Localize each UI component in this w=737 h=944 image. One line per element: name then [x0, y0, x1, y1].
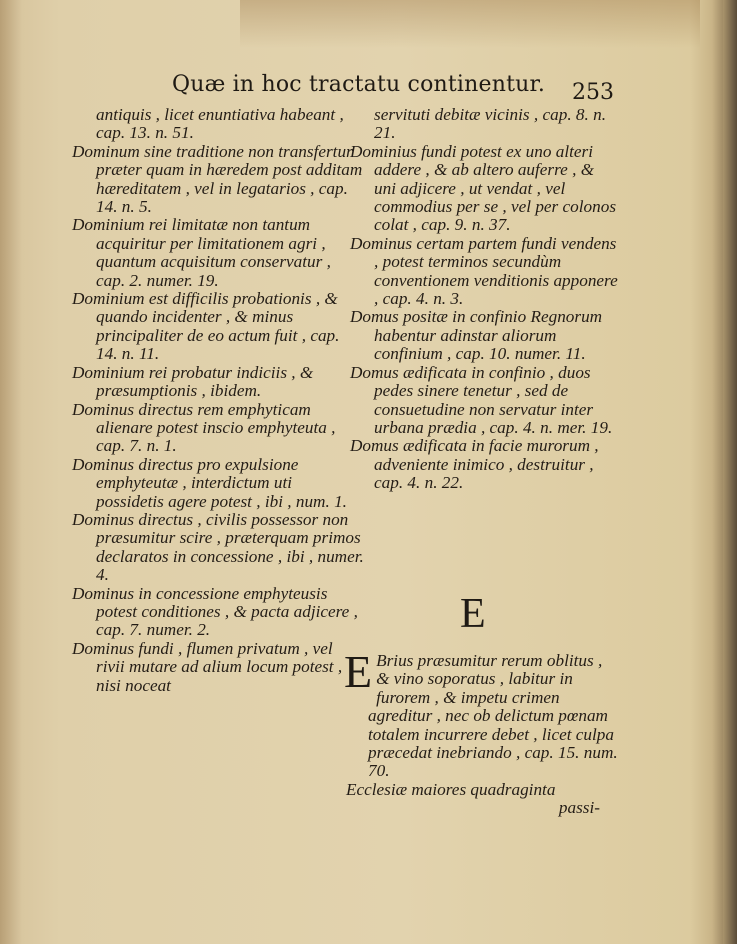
drop-cap: E [344, 646, 373, 697]
index-entry: Domus positæ in confinio Regnorum habentur adinstar aliorum confinium , cap. 10. numer. 11. [350, 307, 603, 364]
page-edge [723, 0, 737, 944]
index-entry: Dominus directus pro expulsione emphyteutæ , interdictum uti possidetis agere potest , ibi , num. 1. [72, 454, 347, 511]
catchword: passi- [558, 798, 600, 818]
index-entry: Dominum sine traditione non transfertur præter quam in hæredem post additam hæreditatem , vel in legatarios , cap. 14. n. 5. [72, 141, 363, 217]
index-entry: Brius præsumitur rerum oblitus , & vino soporatus , labitur in furorem , & impetu crimen agreditur , nec ob delictum pœnam totalem incurrere debet , licet culpa præcedat inebriando , cap. 15. num. 70. [368, 651, 618, 781]
index-entry: Dominus certam partem fundi vendens , potest terminos secundùm conventionem venditionis apponere , cap. 4. n. 3. [350, 233, 618, 309]
index-entry: Domus ædificata in facie murorum , adveniente inimico , destruitur , cap. 4. n. 22. [350, 436, 599, 493]
index-entry: antiquis , licet enuntiativa habeant , cap. 13. n. 51. [96, 105, 344, 143]
index-entry: Dominus fundi , flumen privatum , vel rivii mutare ad alium locum potest , nisi noceat [72, 638, 343, 695]
index-entry [346, 781, 618, 818]
index-column-right [350, 106, 618, 493]
index-entry: Dominus directus , civilis possessor non præsumitur scire , præterquam primos declaratos in concessione , ibi , numer. 4. [72, 509, 364, 585]
index-entry: Domus ædificata in confinio , duos pedes sinere tenetur , sed de consuetudine non servatur inter urbana prædia , cap. 4. n. mer. 19. [350, 362, 613, 437]
index-entry: Dominium rei limitatæ non tantum acquiritur per limitationem agri , quantum acquisitum conservatur , cap. 2. numer. 19. [72, 215, 331, 290]
index-entry: Dominus in concessione emphyteusis potest conditiones , & pacta adjicere , cap. 7. numer. 2. [72, 583, 358, 640]
index-column-left [72, 106, 364, 695]
running-head: Quæ in hoc tractatu continentur. [172, 72, 546, 97]
section-letter-heading: E [460, 591, 486, 637]
index-entry: Dominus directus rem emphyticam alienare potest inscio emphyteuta , cap. 7. n. 1. [72, 399, 336, 456]
index-entry: Dominius fundi potest ex uno alteri addere , & ab altero auferre , & uni adjicere , ut vendat , vel commodius per se , vel per colonos colat , cap. 9. n. 37. [350, 141, 617, 235]
page-number: 253 [572, 80, 614, 105]
section-e-entries [344, 646, 618, 818]
index-entry-text: Ecclesiæ maiores quadraginta [346, 779, 556, 799]
water-stain [240, 0, 700, 48]
index-entry: Dominium est difficilis probationis , & quando incidenter , & minus principaliter de eo actum fuit , cap. 14. n. 11. [72, 289, 340, 364]
index-entry: servituti debitæ vicinis , cap. 8. n. 21. [374, 105, 606, 143]
index-entry: Dominium rei probatur indiciis , & præsumptionis , ibidem. [72, 362, 314, 401]
